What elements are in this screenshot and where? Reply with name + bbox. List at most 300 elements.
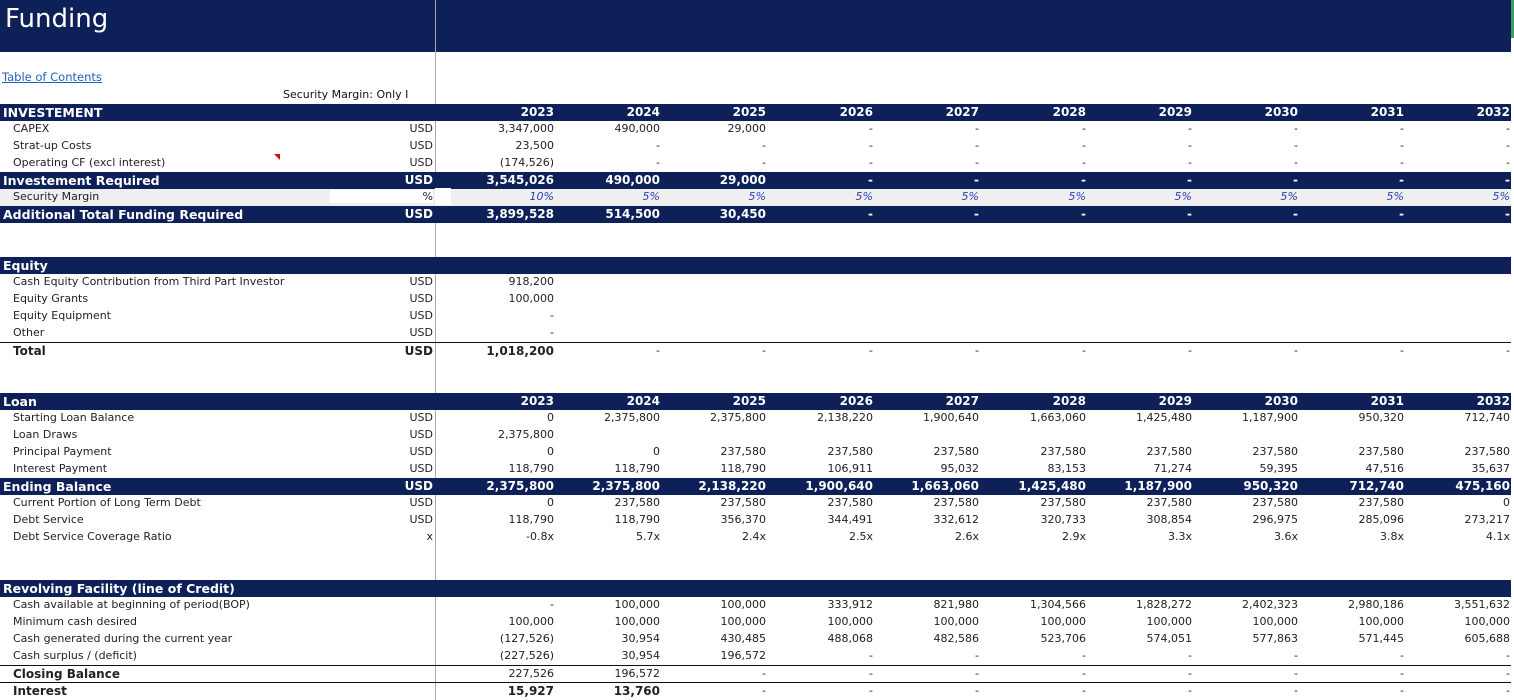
value-cell[interactable]: - xyxy=(762,344,766,357)
value-cell[interactable]: 1,187,900 xyxy=(1242,411,1298,424)
value-cell[interactable]: 237,580 xyxy=(1146,496,1192,509)
value-cell[interactable]: - xyxy=(1294,684,1298,697)
value-cell[interactable]: 430,485 xyxy=(720,632,766,645)
loan-detail-row[interactable] xyxy=(0,529,1511,546)
equity-row[interactable] xyxy=(0,325,1511,342)
value-cell[interactable]: 1,187,900 xyxy=(1124,479,1192,493)
equity-total-row[interactable] xyxy=(0,342,1511,360)
unit-cell: USD xyxy=(409,309,433,322)
investment-row[interactable] xyxy=(0,155,1511,172)
value-cell[interactable]: 5% xyxy=(1174,190,1192,203)
value-cell[interactable]: - xyxy=(1505,207,1510,221)
value-cell[interactable]: 237,580 xyxy=(1358,496,1404,509)
row-label: Cash generated during the current year xyxy=(13,632,233,645)
value-cell[interactable]: 2023 xyxy=(520,394,554,408)
row-label: Debt Service Coverage Ratio xyxy=(13,530,172,543)
value-cell[interactable]: 712,740 xyxy=(1349,479,1404,493)
investment-header-row[interactable] xyxy=(0,104,1511,121)
investment-row[interactable] xyxy=(0,121,1511,138)
value-cell[interactable]: 577,863 xyxy=(1252,632,1298,645)
value-cell[interactable]: 118,790 xyxy=(508,513,554,526)
value-cell[interactable]: 2024 xyxy=(626,394,660,408)
value-cell[interactable]: 2030 xyxy=(1264,105,1298,119)
value-cell[interactable]: - xyxy=(1082,139,1086,152)
value-cell[interactable]: - xyxy=(975,684,979,697)
value-cell[interactable]: 332,612 xyxy=(933,513,979,526)
value-cell[interactable]: - xyxy=(550,598,554,611)
value-cell[interactable]: 285,096 xyxy=(1358,513,1404,526)
value-cell[interactable]: - xyxy=(1294,667,1298,680)
value-cell[interactable]: 100,000 xyxy=(933,615,979,628)
value-cell[interactable]: 356,370 xyxy=(720,513,766,526)
value-cell[interactable]: 237,580 xyxy=(1252,496,1298,509)
value-cell[interactable]: - xyxy=(975,122,979,135)
value-cell[interactable]: - xyxy=(1400,122,1404,135)
value-cell[interactable]: 3,899,528 xyxy=(486,207,554,221)
value-cell[interactable]: 2,402,323 xyxy=(1242,598,1298,611)
value-cell[interactable]: - xyxy=(1082,649,1086,662)
value-cell[interactable]: 2.4x xyxy=(741,530,766,543)
value-cell[interactable]: - xyxy=(656,156,660,169)
value-cell[interactable]: - xyxy=(1188,649,1192,662)
revolving-row[interactable] xyxy=(0,614,1511,631)
value-cell[interactable]: 118,790 xyxy=(614,462,660,475)
value-cell[interactable]: 5% xyxy=(1068,190,1086,203)
row-label: INVESTEMENT xyxy=(3,105,103,120)
value-cell[interactable]: 712,740 xyxy=(1464,411,1510,424)
value-cell[interactable]: - xyxy=(975,156,979,169)
value-cell[interactable]: 1,900,640 xyxy=(923,411,979,424)
value-cell[interactable]: 488,068 xyxy=(827,632,873,645)
value-cell[interactable]: - xyxy=(1187,207,1192,221)
row-label: Security Margin xyxy=(13,190,100,203)
value-cell[interactable]: 30,954 xyxy=(621,632,660,645)
value-cell[interactable]: - xyxy=(1506,667,1510,680)
row-label: Interest Payment xyxy=(13,462,108,475)
value-cell[interactable]: - xyxy=(975,344,979,357)
value-cell[interactable]: - xyxy=(868,173,873,187)
closing-balance-row[interactable] xyxy=(0,665,1511,683)
value-cell[interactable]: - xyxy=(1081,207,1086,221)
row-label: Additional Total Funding Required xyxy=(3,207,244,222)
loan-header-row[interactable] xyxy=(0,393,1511,410)
value-cell[interactable]: - xyxy=(974,173,979,187)
unit-cell: % xyxy=(330,190,433,203)
unit-cell: USD xyxy=(409,326,433,339)
value-cell[interactable]: - xyxy=(1400,344,1404,357)
value-cell[interactable]: 2024 xyxy=(626,105,660,119)
value-cell[interactable]: 273,217 xyxy=(1464,513,1510,526)
value-cell[interactable]: - xyxy=(1399,207,1404,221)
value-cell[interactable]: 1,900,640 xyxy=(805,479,873,493)
value-cell[interactable]: 2026 xyxy=(839,105,873,119)
row-label: Equity Equipment xyxy=(13,309,111,322)
value-cell[interactable]: 118,790 xyxy=(508,462,554,475)
row-label: Closing Balance xyxy=(13,667,120,681)
security-margin-note: Security Margin: Only I xyxy=(283,88,409,101)
value-cell[interactable]: 237,580 xyxy=(1146,445,1192,458)
value-cell[interactable]: 30,450 xyxy=(719,207,766,221)
value-cell[interactable]: 1,663,060 xyxy=(911,479,979,493)
value-cell[interactable]: - xyxy=(1082,122,1086,135)
value-cell[interactable]: 2029 xyxy=(1158,394,1192,408)
value-cell[interactable]: 196,572 xyxy=(614,667,660,680)
value-cell[interactable]: 5% xyxy=(1280,190,1298,203)
value-cell[interactable]: 2,375,800 xyxy=(592,479,660,493)
row-label: Starting Loan Balance xyxy=(13,411,135,424)
value-cell[interactable]: - xyxy=(1400,649,1404,662)
value-cell[interactable]: - xyxy=(1082,344,1086,357)
value-cell[interactable]: 2028 xyxy=(1052,105,1086,119)
value-cell[interactable]: 2,375,800 xyxy=(486,479,554,493)
loan-detail-row[interactable] xyxy=(0,512,1511,529)
value-cell[interactable]: 0 xyxy=(1503,496,1510,509)
loan-row[interactable] xyxy=(0,444,1511,461)
value-cell[interactable]: (227,526) xyxy=(499,649,554,662)
row-label: Cash surplus / (deficit) xyxy=(13,649,137,662)
value-cell[interactable]: 2027 xyxy=(945,394,979,408)
value-cell[interactable]: 3,551,632 xyxy=(1454,598,1510,611)
loan-row[interactable] xyxy=(0,410,1511,427)
value-cell[interactable]: 490,000 xyxy=(605,173,660,187)
row-label: Minimum cash desired xyxy=(13,615,138,628)
value-cell[interactable]: - xyxy=(869,344,873,357)
value-cell[interactable]: - xyxy=(762,667,766,680)
value-cell[interactable]: - xyxy=(1187,173,1192,187)
cell-gap xyxy=(435,188,451,205)
value-cell[interactable]: - xyxy=(656,344,660,357)
value-cell[interactable]: 5% xyxy=(642,190,660,203)
value-cell[interactable]: - xyxy=(1294,649,1298,662)
equity-header-row[interactable] xyxy=(0,257,1511,274)
value-cell[interactable]: - xyxy=(1294,139,1298,152)
value-cell[interactable]: 106,911 xyxy=(827,462,873,475)
value-cell[interactable]: 10% xyxy=(529,190,554,203)
value-cell[interactable]: - xyxy=(1506,344,1510,357)
value-cell[interactable]: 2.5x xyxy=(848,530,873,543)
value-cell[interactable]: 2031 xyxy=(1370,394,1404,408)
value-cell[interactable]: 5% xyxy=(961,190,979,203)
value-cell[interactable]: - xyxy=(869,122,873,135)
value-cell[interactable]: 2,138,220 xyxy=(698,479,766,493)
value-cell[interactable]: 5% xyxy=(748,190,766,203)
value-cell[interactable]: 2023 xyxy=(520,105,554,119)
value-cell[interactable]: 2029 xyxy=(1158,105,1192,119)
value-cell[interactable]: - xyxy=(1082,684,1086,697)
value-cell[interactable]: 482,586 xyxy=(933,632,979,645)
value-cell[interactable]: - xyxy=(869,156,873,169)
value-cell[interactable]: 100,000 xyxy=(614,598,660,611)
unit-cell: USD xyxy=(409,496,433,509)
value-cell[interactable]: 344,491 xyxy=(827,513,873,526)
value-cell[interactable]: 5% xyxy=(1492,190,1510,203)
value-cell[interactable]: 118,790 xyxy=(720,462,766,475)
unit-cell: USD xyxy=(409,275,433,288)
ending-balance-row[interactable] xyxy=(0,478,1511,495)
value-cell[interactable]: 237,580 xyxy=(933,445,979,458)
value-cell[interactable]: 2027 xyxy=(945,105,979,119)
value-cell[interactable]: 1,828,272 xyxy=(1136,598,1192,611)
unit-cell: USD xyxy=(404,207,433,221)
row-label: Loan xyxy=(3,394,37,409)
row-label: Investement Required xyxy=(3,173,160,188)
value-cell[interactable]: 237,580 xyxy=(614,496,660,509)
value-cell[interactable]: 574,051 xyxy=(1146,632,1192,645)
value-cell[interactable]: 29,000 xyxy=(719,173,766,187)
value-cell[interactable]: 35,637 xyxy=(1471,462,1510,475)
value-cell[interactable]: 83,153 xyxy=(1047,462,1086,475)
value-cell[interactable]: - xyxy=(656,139,660,152)
revolving-header-row[interactable] xyxy=(0,580,1511,597)
value-cell[interactable]: 100,000 xyxy=(1358,615,1404,628)
value-cell[interactable]: - xyxy=(975,667,979,680)
value-cell[interactable]: 237,580 xyxy=(720,496,766,509)
value-cell[interactable]: -0.8x xyxy=(526,530,554,543)
value-cell[interactable]: 514,500 xyxy=(605,207,660,221)
value-cell[interactable]: (174,526) xyxy=(499,156,554,169)
value-cell[interactable]: 2,375,800 xyxy=(498,428,554,441)
value-cell[interactable]: 23,500 xyxy=(515,139,554,152)
value-cell[interactable]: - xyxy=(762,684,766,697)
investment-row[interactable] xyxy=(0,138,1511,155)
value-cell[interactable]: - xyxy=(1081,173,1086,187)
row-label: Ending Balance xyxy=(3,479,112,494)
value-cell[interactable]: - xyxy=(1188,139,1192,152)
value-cell[interactable]: 47,516 xyxy=(1365,462,1404,475)
value-cell[interactable]: 237,580 xyxy=(1358,445,1404,458)
row-label: Current Portion of Long Term Debt xyxy=(13,496,201,509)
row-label: Total xyxy=(13,344,46,358)
value-cell[interactable]: 100,000 xyxy=(720,598,766,611)
value-cell[interactable]: - xyxy=(1506,139,1510,152)
unit-cell: USD xyxy=(409,292,433,305)
value-cell[interactable]: 71,274 xyxy=(1153,462,1192,475)
value-cell[interactable]: 100,000 xyxy=(827,615,873,628)
value-cell[interactable]: - xyxy=(869,667,873,680)
value-cell[interactable]: - xyxy=(1506,122,1510,135)
revolving-row[interactable] xyxy=(0,631,1511,648)
value-cell[interactable]: 100,000 xyxy=(720,615,766,628)
value-cell[interactable]: 821,980 xyxy=(933,598,979,611)
value-cell[interactable]: 320,733 xyxy=(1040,513,1086,526)
value-cell[interactable]: 2.9x xyxy=(1061,530,1086,543)
value-cell[interactable]: 523,706 xyxy=(1040,632,1086,645)
value-cell[interactable]: 237,580 xyxy=(720,445,766,458)
value-cell[interactable]: - xyxy=(1082,667,1086,680)
unit-cell: USD xyxy=(409,428,433,441)
value-cell[interactable]: 2025 xyxy=(732,394,766,408)
value-cell[interactable]: - xyxy=(975,649,979,662)
value-cell[interactable]: 237,580 xyxy=(1464,445,1510,458)
value-cell[interactable]: 2032 xyxy=(1476,394,1510,408)
value-cell[interactable]: - xyxy=(869,684,873,697)
value-cell[interactable]: 2026 xyxy=(839,394,873,408)
value-cell[interactable]: - xyxy=(1400,667,1404,680)
unit-cell: USD xyxy=(409,139,433,152)
value-cell[interactable]: - xyxy=(1293,207,1298,221)
value-cell[interactable]: - xyxy=(1082,156,1086,169)
value-cell[interactable]: - xyxy=(550,326,554,339)
value-cell[interactable]: - xyxy=(1505,173,1510,187)
value-cell[interactable]: - xyxy=(974,207,979,221)
value-cell[interactable]: 0 xyxy=(547,496,554,509)
value-cell[interactable]: 296,975 xyxy=(1252,513,1298,526)
value-cell[interactable]: 475,160 xyxy=(1455,479,1510,493)
equity-row[interactable] xyxy=(0,308,1511,325)
value-cell[interactable]: 490,000 xyxy=(614,122,660,135)
value-cell[interactable]: 13,760 xyxy=(613,684,660,698)
row-label: Revolving Facility (line of Credit) xyxy=(3,581,235,596)
value-cell[interactable]: 5% xyxy=(855,190,873,203)
unit-cell: USD xyxy=(409,513,433,526)
value-cell[interactable]: 30,954 xyxy=(621,649,660,662)
value-cell[interactable]: - xyxy=(869,139,873,152)
value-cell[interactable]: 0 xyxy=(547,411,554,424)
row-label: Operating CF (excl interest) xyxy=(13,156,166,169)
value-cell[interactable]: 5.7x xyxy=(635,530,660,543)
value-cell[interactable]: 237,580 xyxy=(827,496,873,509)
value-cell[interactable]: - xyxy=(1293,173,1298,187)
value-cell[interactable]: - xyxy=(1506,156,1510,169)
value-cell[interactable]: 1,663,060 xyxy=(1030,411,1086,424)
value-cell[interactable]: 29,000 xyxy=(727,122,766,135)
value-cell[interactable]: 1,425,480 xyxy=(1136,411,1192,424)
value-cell[interactable]: 227,526 xyxy=(508,667,554,680)
value-cell[interactable]: - xyxy=(762,156,766,169)
value-cell[interactable]: 333,912 xyxy=(827,598,873,611)
equity-row[interactable] xyxy=(0,274,1511,291)
value-cell[interactable]: - xyxy=(1188,122,1192,135)
unit-cell: USD xyxy=(409,411,433,424)
value-cell[interactable]: - xyxy=(1294,122,1298,135)
value-cell[interactable]: - xyxy=(869,649,873,662)
value-cell[interactable]: - xyxy=(1294,344,1298,357)
value-cell[interactable]: 59,395 xyxy=(1259,462,1298,475)
value-cell[interactable]: 2.6x xyxy=(954,530,979,543)
value-cell[interactable]: 100,000 xyxy=(508,615,554,628)
value-cell[interactable]: 2030 xyxy=(1264,394,1298,408)
value-cell[interactable]: 3.8x xyxy=(1379,530,1404,543)
value-cell[interactable]: - xyxy=(1506,684,1510,697)
value-cell[interactable]: - xyxy=(975,139,979,152)
investment-required-row[interactable] xyxy=(0,172,1511,189)
unit-cell: x xyxy=(426,530,433,543)
value-cell[interactable]: 2,138,220 xyxy=(817,411,873,424)
value-cell[interactable]: - xyxy=(1188,667,1192,680)
value-cell[interactable]: 2,375,800 xyxy=(710,411,766,424)
unit-cell: USD xyxy=(409,445,433,458)
value-cell[interactable]: 571,445 xyxy=(1358,632,1404,645)
value-cell[interactable]: 1,018,200 xyxy=(486,344,554,358)
value-cell[interactable]: - xyxy=(762,139,766,152)
value-cell[interactable]: 4.1x xyxy=(1485,530,1510,543)
value-cell[interactable]: - xyxy=(1400,139,1404,152)
value-cell[interactable]: 0 xyxy=(547,445,554,458)
value-cell[interactable]: 95,032 xyxy=(940,462,979,475)
row-label: Equity xyxy=(3,258,48,273)
value-cell[interactable]: 118,790 xyxy=(614,513,660,526)
value-cell[interactable]: 950,320 xyxy=(1243,479,1298,493)
value-cell[interactable]: - xyxy=(1506,649,1510,662)
loan-row[interactable] xyxy=(0,461,1511,478)
row-label: Other xyxy=(13,326,45,339)
value-cell[interactable]: 2031 xyxy=(1370,105,1404,119)
row-label: Debt Service xyxy=(13,513,84,526)
value-cell[interactable]: - xyxy=(1400,156,1404,169)
loan-row[interactable] xyxy=(0,427,1511,444)
value-cell[interactable]: 237,580 xyxy=(1040,496,1086,509)
value-cell[interactable]: - xyxy=(1400,684,1404,697)
value-cell[interactable]: - xyxy=(1188,344,1192,357)
value-cell[interactable]: 2,980,186 xyxy=(1348,598,1404,611)
unit-cell: USD xyxy=(409,156,433,169)
additional-funding-row[interactable] xyxy=(0,206,1511,223)
value-cell[interactable]: 308,854 xyxy=(1146,513,1192,526)
value-cell[interactable]: 100,000 xyxy=(614,615,660,628)
table-of-contents-link[interactable]: Table of Contents xyxy=(2,70,102,84)
row-label: Principal Payment xyxy=(13,445,112,458)
value-cell[interactable]: 3,545,026 xyxy=(486,173,554,187)
row-label: Loan Draws xyxy=(13,428,78,441)
value-cell[interactable]: 2,375,800 xyxy=(604,411,660,424)
unit-cell: USD xyxy=(404,344,433,358)
value-cell[interactable]: 3.3x xyxy=(1167,530,1192,543)
value-cell[interactable]: 100,000 xyxy=(1040,615,1086,628)
value-cell[interactable]: - xyxy=(1188,156,1192,169)
value-cell[interactable]: 100,000 xyxy=(1464,615,1510,628)
value-cell[interactable]: 950,320 xyxy=(1358,411,1404,424)
value-cell[interactable]: - xyxy=(1399,173,1404,187)
value-cell[interactable]: - xyxy=(868,207,873,221)
value-cell[interactable]: 237,580 xyxy=(827,445,873,458)
value-cell[interactable]: 1,425,480 xyxy=(1018,479,1086,493)
value-cell[interactable]: 918,200 xyxy=(508,275,554,288)
value-cell[interactable]: 2032 xyxy=(1476,105,1510,119)
value-cell[interactable]: 3,347,000 xyxy=(498,122,554,135)
interest-row[interactable] xyxy=(0,682,1511,700)
row-label: Equity Grants xyxy=(13,292,89,305)
value-cell[interactable]: (127,526) xyxy=(499,632,554,645)
value-cell[interactable]: 1,304,566 xyxy=(1030,598,1086,611)
value-cell[interactable]: 15,927 xyxy=(507,684,554,698)
revolving-row[interactable] xyxy=(0,597,1511,614)
security-margin-row[interactable] xyxy=(0,189,1511,206)
value-cell[interactable]: 237,580 xyxy=(1252,445,1298,458)
value-cell[interactable]: 2025 xyxy=(732,105,766,119)
loan-detail-row[interactable] xyxy=(0,495,1511,512)
value-cell[interactable]: 2028 xyxy=(1052,394,1086,408)
row-label: Interest xyxy=(13,684,67,698)
row-label: Cash available at beginning of period(BOP) xyxy=(13,598,250,611)
value-cell[interactable]: - xyxy=(550,309,554,322)
value-cell[interactable]: 3.6x xyxy=(1273,530,1298,543)
value-cell[interactable]: 5% xyxy=(1386,190,1404,203)
value-cell[interactable]: 237,580 xyxy=(1040,445,1086,458)
value-cell[interactable]: 196,572 xyxy=(720,649,766,662)
value-cell[interactable]: 605,688 xyxy=(1464,632,1510,645)
value-cell[interactable]: 237,580 xyxy=(933,496,979,509)
unit-cell: USD xyxy=(404,173,433,187)
value-cell[interactable]: - xyxy=(1294,156,1298,169)
unit-cell: USD xyxy=(409,122,433,135)
equity-row[interactable] xyxy=(0,291,1511,308)
value-cell[interactable]: 0 xyxy=(653,445,660,458)
value-cell[interactable]: - xyxy=(1188,684,1192,697)
value-cell[interactable]: 100,000 xyxy=(1146,615,1192,628)
value-cell[interactable]: 100,000 xyxy=(508,292,554,305)
revolving-row[interactable] xyxy=(0,648,1511,665)
value-cell[interactable]: 100,000 xyxy=(1252,615,1298,628)
